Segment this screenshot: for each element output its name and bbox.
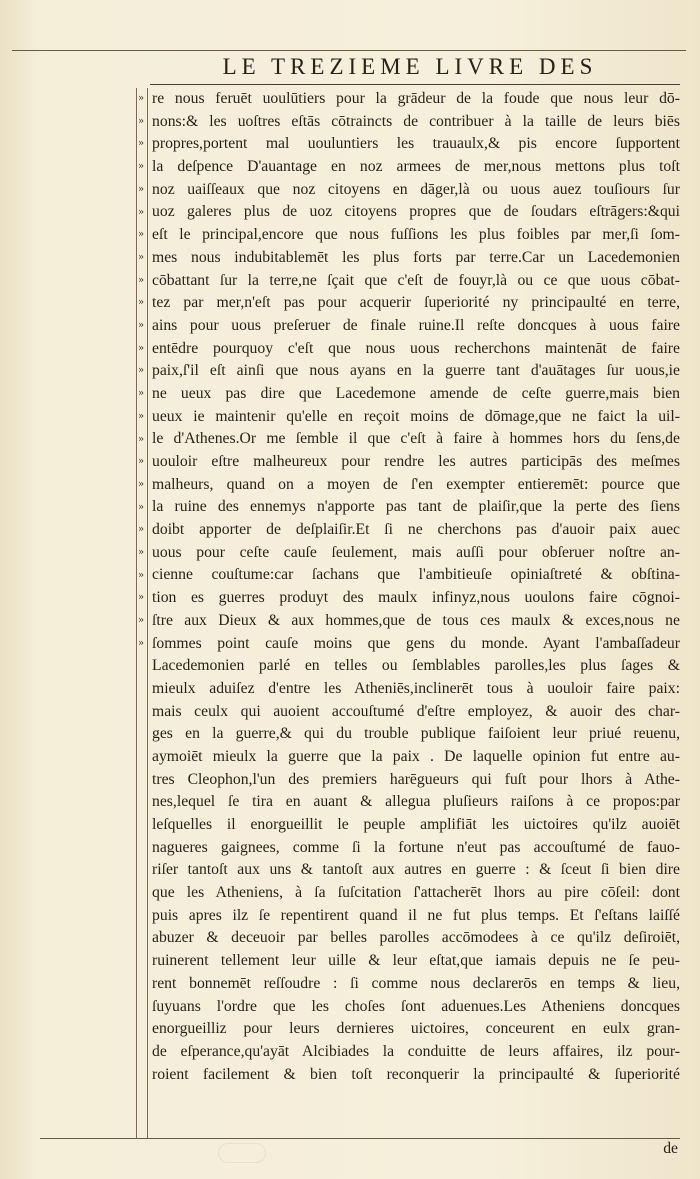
quotation-mark: » [138,161,145,173]
quotation-mark: » [138,206,145,218]
quotation-mark: » [138,501,145,513]
text-line: ſommes point cauſe moins que gens du monde. Ayant l'ambaſſadeur [152,634,680,652]
text-line: ruinerent tellement leur uille & leur eſtat,que iamais depuis ne ſe peu- [152,952,680,970]
quotation-mark: » [138,388,145,400]
text-line: ueux ie maintenir qu'elle en reçoit moins de dōmage,que ne faict la uil- [152,407,680,425]
quotation-mark: » [138,637,145,649]
text-line: riſer tantoſt aux uns & tantoſt aux autres en guerre : & ſceut ſi bien dire [152,861,680,879]
quotation-mark: » [138,342,145,354]
text-line: cienne couſtume:car ſachans que l'ambitieuſe opiniaſtreté & obſtina- [152,566,680,584]
quotation-mark: » [138,115,145,127]
text-line: ne ueux pas dire que Lacedemone amende de ceſte guerre,mais bien [152,384,680,402]
quotation-mark: » [138,433,145,445]
text-line: uouloir eſtre malheureux pour rendre les autres participās des meſmes [152,453,680,470]
quotation-mark: » [138,615,145,627]
text-line: le d'Athenes.Or me ſemble il que c'eſt à faire à hommes hors du ſens,de [152,430,680,448]
quotation-mark: » [138,410,145,422]
body-text [152,88,680,1086]
text-line: aymoiēt mieulx la guerre que la paix . De laquelle opinion fut entre au- [152,747,680,765]
text-line: nons:& les uoſtres eſtās cōtraincts de contribuer à la taille de leurs biēs [152,112,680,130]
bottom-rule [40,1138,680,1139]
text-line: Lacedemonien parlé en telles ou ſemblables parolles,les plus ſages & [152,657,680,675]
header-rule [150,84,680,85]
text-line: mes nous indubitablemēt les plus forts par terre.Car un Lacedemonien [152,248,680,266]
library-stamp-faint [218,1143,266,1163]
text-line: rent bonnemēt reſſoudre : ſi comme nous declarerōs en temps & lieu, [152,974,680,992]
text-line: cōbattant ſur la terre,ne ſçait que c'eſt de fouyr,là ou ce que uous cōbat- [152,271,680,289]
quotation-mark: » [138,93,145,104]
quotation-mark: » [138,478,145,490]
text-line: malheurs, quand on a moyen de ſ'en exempter entieremēt: pource que [152,475,680,493]
text-line: entēdre pourquoy c'eſt que nous uous recherchons maintenāt de faire [152,339,680,357]
text-line: la deſpence D'auantage en noz armees de mer,nous mettons plus toſt [152,158,680,176]
quotation-mark: » [138,547,145,558]
text-line: tion es guerres produyt des maulx infinyz,nous uoulons faire cōgnoi- [152,589,680,607]
text-line: leſquelles il enorgueillit le peuple amplifiāt les uictoires qu'ilz auoiēt [152,816,680,833]
quotation-mark: » [138,320,145,331]
text-line: roient facilement & bien toſt reconquerir la principaulté & ſuperiorité [152,1065,680,1083]
text-line: ges en la guerre,& qui du trouble publique faiſoient leur priué reuenu, [152,725,680,743]
text-line: mieulx aduiſez d'entre les Atheniēs,inclinerēt tous à uouloir faire paix: [152,679,680,697]
text-line: abuzer & deceuoir par belles parolles accōmodees à ce qu'ilz deſiroiēt, [152,929,680,947]
quotation-mark: » [138,183,145,195]
quotation-mark: » [138,524,145,536]
text-line: re nous feruēt uoulūtiers pour la grādeur de la foude que nous leur dō- [152,90,680,107]
text-line: que les Atheniens, à ſa ſuſcitation ſ'attacherēt lhors au pire cōſeil: dont [152,884,680,902]
quotation-mark: » [138,569,145,581]
text-line: de eſperance,qu'ayāt Alcibiades la conduitte de leurs affaires, ilz pour- [152,1042,680,1060]
quotation-mark: » [138,297,145,309]
text-line: nes,lequel ſe tira en auant & allegua pluſieurs raiſons à ce propos:par [152,793,680,811]
text-line: eſt le principal,encore que nous fuſſions les plus foibles par mer,ſi ſom- [152,226,680,244]
text-line: enorgueilliz pour leurs dernieres uictoires, conceurent en eulx gran- [152,1020,680,1038]
text-line: nagueres gaignees, comme ſi la fortune n'eut pas accouſtumé de fauo- [152,838,680,856]
text-line: doibt apporter de deſplaiſir.Et ſi ne cherchons pas d'auoir paix auec [152,521,680,539]
text-line: tez par mer,n'eſt pas pour acquerir ſuperiorité ny principaulté en terre, [152,294,680,312]
quotation-marks-column [136,88,148,648]
text-line: paix,ſ'il eſt ainſi que nous ayans en la guerre tant d'auātages ſur uous,ie [152,362,680,380]
text-line: uous pour ceſte cauſe ſeulement, mais auſſi pour obſeruer noſtre an- [152,543,680,561]
quotation-mark: » [138,229,145,241]
quotation-mark: » [138,138,145,150]
top-rule [12,50,686,51]
quotation-mark: » [138,274,145,286]
text-line: tres Cleophon,l'un des premiers harēgueurs qui fuſt pour lhors à Athe- [152,770,680,788]
text-line: la ruine des ennemys n'apporte pas tant de plaiſir,que la perte des ſiens [152,498,680,516]
quotation-mark: » [138,365,145,377]
text-line: ſtre aux Dieux & aux hommes,que de tous ces maulx & exces,nous ne [152,611,680,629]
text-line: puis apres ilz ſe repentirent quand il ne fut plus temps. Et ſ'eſtans laiſſé [152,906,680,924]
text-line: mais ceulx qui auoient accouſtumé d'eſtre employez, & auoir des char- [152,702,680,720]
quotation-mark: » [138,592,145,604]
text-line: propres,portent mal uouluntiers les trauaulx,& pis encore ſupportent [152,135,680,153]
running-title: LE TREZIEME LIVRE DES [222,54,598,79]
quotation-mark: » [138,456,145,468]
text-line: ſuyuans l'ordre que les choſes ſont aduenues.Les Atheniens doncques [152,997,680,1015]
text-line: noz uaiſſeaux que noz citoyens en dāger,là ou uous auez touſiours ſur [152,180,680,198]
text-line: uoz galeres plus de uoz citoyens propres que de ſoudars eſtrāgers:&qui [152,203,680,221]
quotation-mark: » [138,251,145,263]
text-line: ains pour uous preſeruer de finale ruine.Il reſte doncques à uous faire [152,316,680,334]
catchword: de [663,1140,678,1157]
